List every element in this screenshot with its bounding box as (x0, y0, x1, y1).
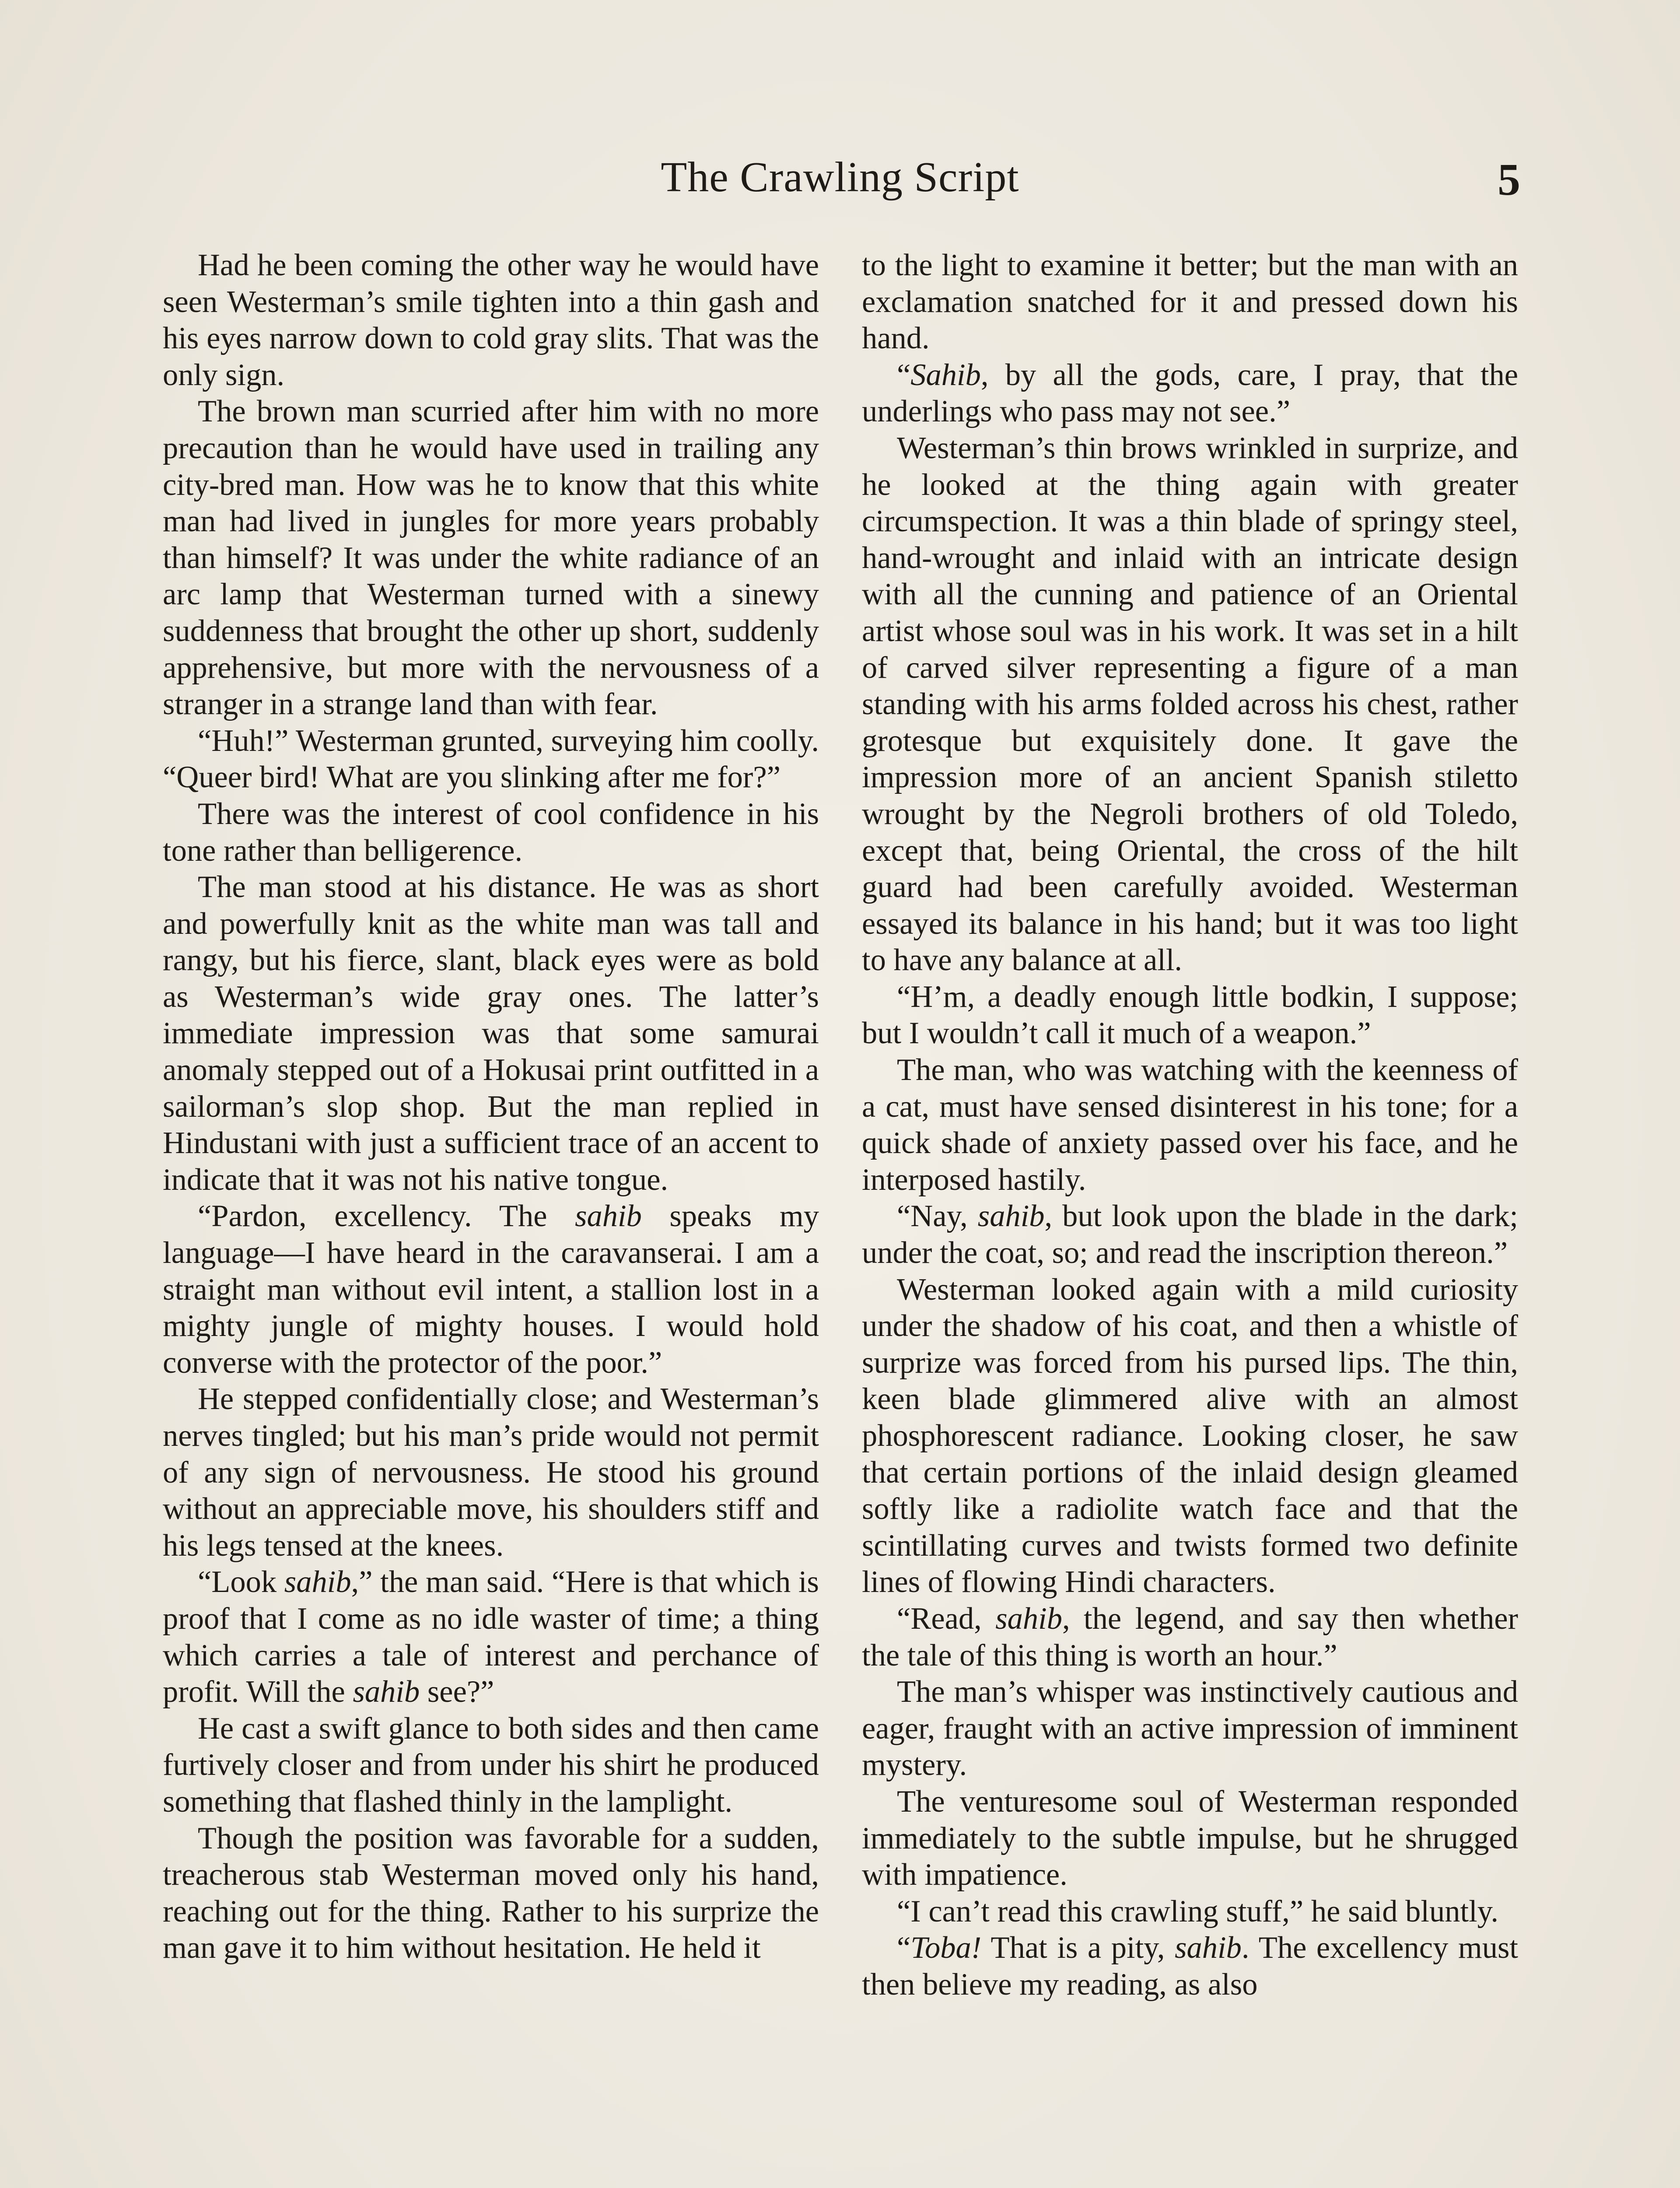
paragraph: Westerman looked again with a mild curiosity under the shadow of his coat, and then a whistle of surprize was forced from his pursed lips. The thin, keen blade glimmered alive with an almost phosphorescent radiance. Looking closer, he saw that certain portions of the inlaid design gleamed softly like a radiolite watch face and that the scintillating curves and twists formed two definite lines of flowing Hindi characters. (862, 1272, 1518, 1599)
paragraph: “I can’t read this crawling stuff,” he said bluntly. (897, 1894, 1498, 1929)
right-text-column (862, 247, 1518, 2003)
paragraph: The man stood at his distance. He was as short and powerfully knit as the white man was tall and rangy, but his fierce, slant, black eyes were as bold as Westerman’s wide gray ones. The latter’s immediate impression was that some samurai anomaly stepped out of a Hokusai print outfitted in a sailorman’s slop shop. But the man replied in Hindustani with just a sufficient trace of an accent to indicate that it was not his native tongue. (163, 870, 819, 1197)
paragraph: “Toba! That is a pity, sahib. The excellency must then believe my reading, as also (862, 1931, 1518, 2002)
paragraph: “Sahib, by all the gods, care, I pray, that the underlings who pass may not see.” (862, 358, 1518, 429)
paragraph: The man, who was watching with the keenness of a cat, must have sensed disinterest in his tone; for a quick shade of anxiety passed over his face, and he interposed hastily. (862, 1053, 1518, 1197)
paragraph: “Huh!” Westerman grunted, surveying him coolly. “Queer bird! What are you slinking after me for?” (163, 723, 819, 795)
paragraph: He cast a swift glance to both sides and then came furtively closer and from under his shirt he produced something that flashed thinly in the lamplight. (163, 1711, 819, 1819)
paragraph: The brown man scurried after him with no more precaution than he would have used in trailing any city-bred man. How was he to know that this white man had lived in jungles for more years probably than himself? It was under the white radiance of an arc lamp that Westerman turned with a sinewy suddenness that brought the other up short, suddenly apprehensive, but more with the nervousness of a stranger in a strange land than with fear. (163, 394, 819, 722)
paragraph: Had he been coming the other way he would have seen Westerman’s smile tighten into a thin gash and his eyes narrow down to cold gray slits. That was the only sign. (163, 248, 819, 392)
paragraph: “Look sahib,” the man said. “Here is that which is proof that I come as no idle waster of time; a thing which carries a tale of interest and perchance of profit. Will the sahib see?” (163, 1565, 819, 1709)
page-number: 5 (1498, 154, 1520, 205)
paragraph: “Pardon, excellency. The sahib speaks my language—I have heard in the caravanserai. I am a straight man without evil intent, a stallion lost in a mighty jungle of mighty houses. I would hold converse with the protector of the poor.” (163, 1199, 819, 1380)
left-text-column (163, 247, 819, 1967)
paragraph: The venturesome soul of Westerman responded immediately to the subtle impulse, but he shrugged with impatience. (862, 1784, 1518, 1892)
paragraph: “Nay, sahib, but look upon the blade in the dark; under the coat, so; and read the inscription thereon.” (862, 1199, 1518, 1270)
running-head (0, 149, 1680, 210)
paragraph: The man’s whisper was instinctively cautious and eager, fraught with an active impression of imminent mystery. (862, 1675, 1518, 1782)
paragraph: There was the interest of cool confidence in his tone rather than belligerence. (163, 796, 819, 868)
paragraph: Westerman’s thin brows wrinkled in surprize, and he looked at the thing again with greater circumspection. It was a thin blade of springy steel, hand-wrought and inlaid with an intricate design with all the cunning and patience of an Oriental artist whose soul was in his work. It was set in a hilt of carved silver representing a figure of a man standing with his arms folded across his chest, rather grotesque but exquisitely done. It gave the impression more of an ancient Spanish stiletto wrought by the Negroli brothers of old Toledo, except that, being Oriental, the cross of the hilt guard had been carefully avoided. Westerman essayed its balance in his hand; but it was too light to have any balance at all. (862, 431, 1518, 978)
paragraph: “H’m, a deadly enough little bodkin, I suppose; but I wouldn’t call it much of a weapon.” (862, 979, 1518, 1051)
page-title: The Crawling Script (661, 154, 1019, 201)
paragraph: “Read, sahib, the legend, and say then whether the tale of this thing is worth an hour.” (862, 1601, 1518, 1673)
paragraph-continued: to the light to examine it better; but the man with an exclamation snatched for it and pressed down his hand. (862, 248, 1518, 356)
paragraph: Though the position was favorable for a sudden, treacherous stab Westerman moved only his hand, reaching out for the thing. Rather to his surprize the man gave it to him without hesitation. He held it (163, 1821, 819, 1965)
paragraph: He stepped confidentially close; and Westerman’s nerves tingled; but his man’s pride would not permit of any sign of nervousness. He stood his ground without an appreciable move, his shoulders stiff and his legs tensed at the knees. (163, 1382, 819, 1563)
